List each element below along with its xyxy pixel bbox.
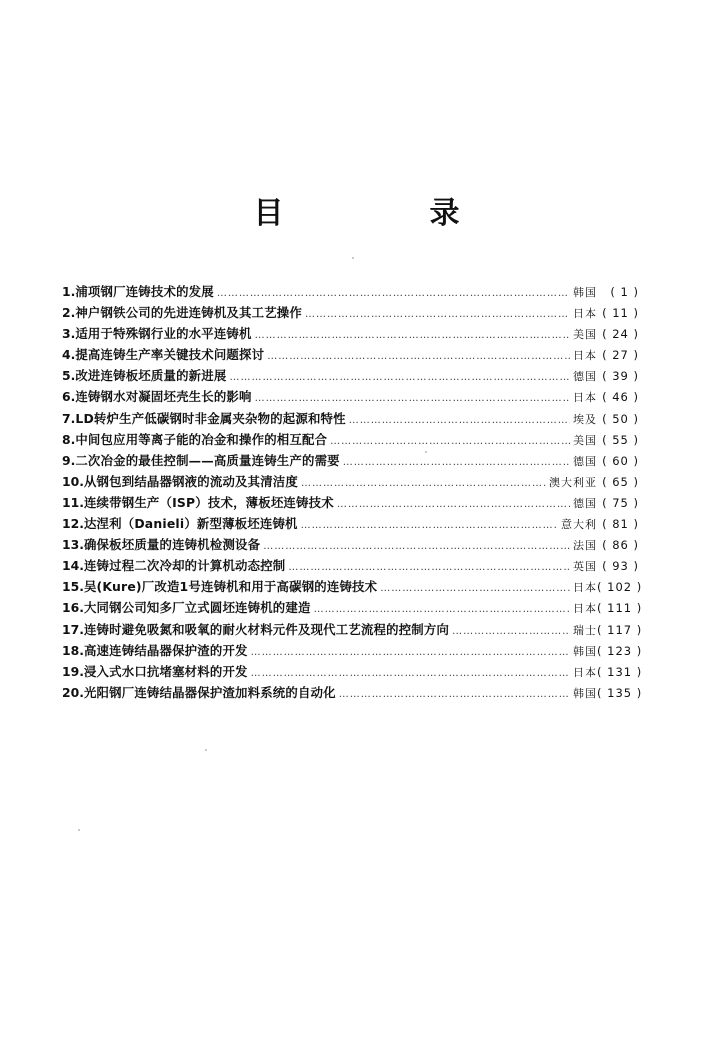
dot-leader [337,494,570,515]
toc-entry-page: ( 86 ) [602,538,639,553]
toc-entry-country: 日本 [573,665,597,679]
toc-entry [62,471,639,492]
dot-leader [255,325,570,346]
toc-entry-number: 14. [62,558,84,574]
toc-entry-country: 德国 [573,454,597,468]
toc-entry-title: 达涅利（Danieli）新型薄板坯连铸机 [83,516,298,532]
toc-entry-number: 2. [62,305,76,321]
toc-entry-page: ( 123 ) [597,643,643,658]
dot-leader [267,346,570,367]
toc-entry [62,492,639,513]
toc-entry-number: 17. [62,621,84,637]
scan-speck [425,451,427,453]
toc-entry-country: 日本 [573,349,597,363]
toc-entry-title: 从钢包到结晶器钢液的流动及其清洁度 [83,473,298,489]
toc-entry-title: 确保板坯质量的连铸机检测设备 [83,537,261,553]
dot-leader [330,431,570,452]
toc-entry [62,429,639,450]
dot-leader [314,599,570,620]
toc-entry-page: ( 93 ) [602,559,639,574]
toc-entry-country: 美国 [573,328,597,342]
toc-entry-country: 法国 [573,539,597,553]
toc-entry-page: ( 117 ) [597,622,643,637]
toc-entry-title: 光阳钢厂连铸结晶器保护渣加料系统的自动化 [83,684,336,700]
toc-entry [62,682,643,703]
toc-entry-number: 7. [62,410,76,426]
toc-entry-page: ( 131 ) [597,664,643,679]
dot-leader [343,452,570,473]
toc-entry-country: 意大利 [561,518,597,532]
toc-entry-number: 9. [62,452,76,468]
toc-entry-number: 15. [62,579,84,595]
toc-entry-page: ( 65 ) [602,474,639,489]
toc-entry-number: 12. [62,516,84,532]
toc-entry-number: 11. [62,494,84,510]
toc-entry-number: 6. [62,389,76,405]
toc-entry-number: 8. [62,431,76,447]
toc-entry [62,661,643,682]
toc-entry-country: 韩国 [573,644,597,658]
toc-entry-title: 连续带钢生产（ISP）技术，薄板坯连铸技术 [83,494,334,510]
toc-entry-country: 德国 [573,496,597,510]
dot-leader [255,388,570,409]
toc-entry [62,408,639,429]
toc-entry-page: ( 135 ) [597,685,643,700]
toc-entry-page: ( 1 ) [610,285,639,299]
scan-speck [352,257,354,259]
toc-entry [62,576,643,597]
toc-entry-country: 瑞士 [573,623,597,637]
toc-entry-title: 高速连铸结晶器保护渣的开发 [83,642,248,658]
toc-entry-page: ( 50 ) [602,411,639,426]
toc-entry [62,302,639,323]
toc-entry [62,450,639,471]
toc-entry-title: 二次冶金的最佳控制——高质量连铸生产的需要 [75,452,340,468]
toc-entry-country: 美国 [573,433,597,447]
dot-leader [301,515,558,536]
dot-leader [301,473,546,494]
toc-entry-page: ( 75 ) [602,495,639,510]
dot-leader [349,410,570,431]
toc-entry-title: 浸入式水口抗堵塞材料的开发 [83,663,248,679]
toc-entry-country: 日本 [573,602,597,616]
toc-entry-number: 1. [62,284,76,299]
toc-entry-title: 连铸钢水对凝固坯壳生长的影响 [75,389,252,405]
toc-entry [62,344,639,365]
toc-entry-number: 5. [62,368,76,384]
toc-entry-page: ( 39 ) [602,369,639,384]
dot-leader [380,578,570,599]
scan-speck [205,749,207,751]
toc-entry-number: 4. [62,347,76,363]
dot-leader [452,621,570,642]
toc-entry-page: ( 11 ) [602,306,639,321]
toc-entry-number: 18. [62,642,84,658]
dot-leader [288,557,570,578]
toc-entry-title: 改进连铸板坯质量的新进展 [75,368,227,384]
toc-entry [62,513,639,534]
toc-entry-title: 浦项钢厂连铸技术的发展 [75,284,214,299]
toc-entry-country: 英国 [573,560,597,574]
toc-entry [62,555,639,576]
dot-leader [263,536,570,557]
toc-entry-page: ( 111 ) [597,601,643,616]
dot-leader [251,642,570,663]
toc-entry-country: 德国 [573,370,597,384]
toc-entry-number: 13. [62,537,84,553]
toc-entry [62,323,639,344]
dot-leader [217,283,570,304]
page-title: 目 录 [253,196,518,231]
toc-entry [62,281,639,302]
toc-entry-number: 10. [62,473,84,489]
dot-leader [339,684,570,705]
dot-leader [305,304,570,325]
toc-entry [62,386,639,407]
toc-entry-page: ( 102 ) [597,580,643,595]
toc-entry-title: 提高连铸生产率关键技术问题探讨 [75,347,265,363]
toc-entry [62,640,643,661]
toc-entry-page: ( 55 ) [602,432,639,447]
toc-entry [62,597,643,618]
toc-entry-country: 日本 [573,307,597,321]
toc-entry-page: ( 60 ) [602,453,639,468]
scan-speck [78,829,80,831]
toc-entry [62,365,639,386]
toc-entry-title: 适用于特殊钢行业的水平连铸机 [75,326,252,342]
dot-leader [229,367,570,388]
toc-entry-country: 日本 [573,581,597,595]
toc-entry-title: 大同钢公司知多厂立式圆坯连铸机的建造 [83,600,311,616]
toc-entry-title: 中间包应用等离子能的冶金和操作的相互配合 [75,431,328,447]
toc-entry [62,534,639,555]
table-of-contents [62,281,643,703]
dot-leader [251,663,570,684]
toc-entry-page: ( 81 ) [602,517,639,532]
toc-entry-title: LD转炉生产低碳钢时非金属夹杂物的起源和特性 [75,410,346,426]
toc-entry-title: 神户钢铁公司的先进连铸机及其工艺操作 [75,305,302,321]
toc-entry-number: 19. [62,663,84,679]
toc-entry [62,619,643,640]
toc-entry-number: 16. [62,600,84,616]
toc-entry-page: ( 27 ) [602,348,639,363]
toc-entry-country: 韩国 [573,686,597,700]
toc-entry-title: 连铸时避免吸氮和吸氧的耐火材料元件及现代工艺流程的控制方向 [83,621,450,637]
toc-entry-page: ( 46 ) [602,390,639,405]
toc-entry-number: 3. [62,326,76,342]
toc-entry-country: 澳大利亚 [549,475,597,489]
toc-entry-country: 埃及 [573,412,597,426]
toc-entry-title: 连铸过程二次冷却的计算机动态控制 [83,558,286,574]
toc-entry-country: 日本 [573,391,597,405]
toc-entry-country: 韩国 [573,286,597,299]
toc-entry-page: ( 24 ) [602,327,639,342]
toc-entry-title: 吴(Kure)厂改造1号连铸机和用于高碳钢的连铸技术 [83,579,378,595]
toc-entry-number: 20. [62,684,84,700]
